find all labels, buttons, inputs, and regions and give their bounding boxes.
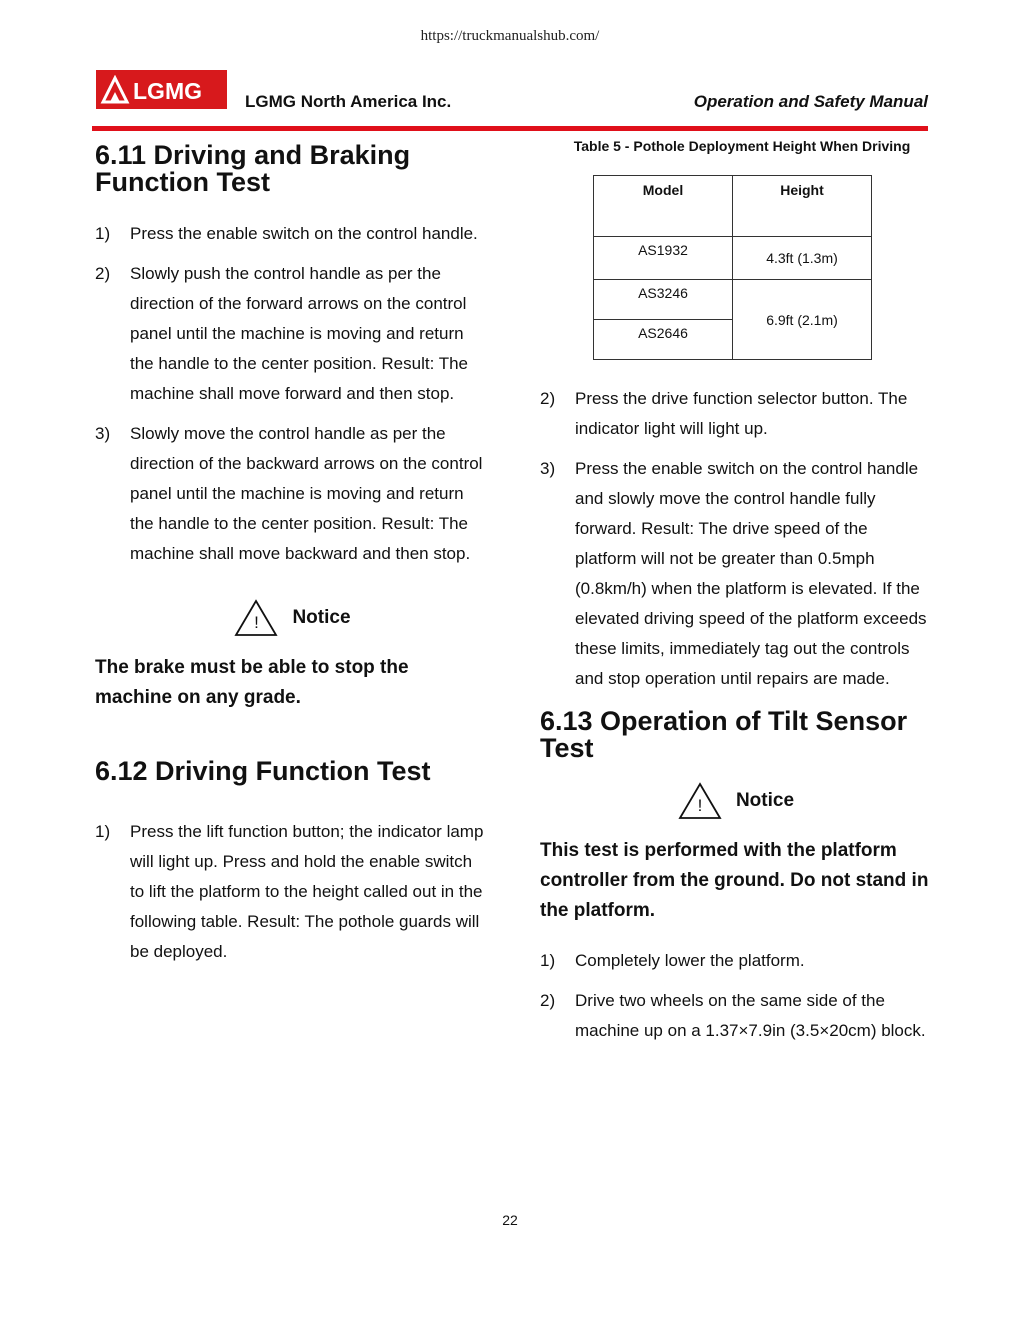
warning-triangle-icon [234, 599, 278, 637]
list-item [540, 384, 932, 444]
table-header-model: Model [594, 176, 733, 237]
manual-title: Operation and Safety Manual [693, 92, 928, 111]
list-item [95, 419, 490, 569]
step-number: 3) [95, 424, 111, 443]
right-column [540, 138, 932, 1046]
notice-label: Notice [292, 607, 351, 628]
page-number: 22 [502, 1212, 518, 1228]
table-caption: Table 5 - Pothole Deployment Height When Driving [573, 138, 911, 154]
section-612-title: 6.12 Driving Function Test [95, 756, 431, 786]
list-item [540, 986, 932, 1046]
source-url: https://truckmanualshub.com/ [420, 28, 600, 44]
step-text: Slowly push the control handle as per the direction of the forward arrows on the control panel until the machine is moving and return the handle to the center position. Result: The machine shall move forward and then stop. [130, 264, 469, 403]
list-item [95, 219, 490, 249]
step-text: Drive two wheels on the same side of the machine up on a 1.37×7.9in (3.5×20cm) block. [575, 991, 926, 1040]
table-cell-model: AS1932 [594, 237, 733, 280]
step-number: 1) [540, 951, 556, 970]
warning-triangle-icon [678, 782, 722, 820]
header-rule [92, 126, 928, 131]
section-613-steps [540, 946, 932, 1046]
step-text: Press the lift function button; the indicator lamp will light up. Press and hold the enable switch to lift the platform to the height called out in the following table. Result: The pothole guards will be deployed. [130, 822, 484, 961]
step-text: Press the enable switch on the control handle. [130, 224, 478, 243]
company-name: LGMG North America Inc. [245, 92, 452, 111]
section-613-title: 6.13 Operation of Tilt Sensor Test [540, 706, 908, 763]
step-number: 3) [540, 459, 556, 478]
table-cell-model: AS3246 [594, 280, 733, 320]
brake-warning: The brake must be able to stop the machine on any grade. [95, 657, 409, 708]
step-number: 1) [95, 224, 111, 243]
notice-label: Notice [735, 790, 795, 811]
table-cell-height: 4.3ft (1.3m) [733, 237, 872, 280]
lgmg-logo [96, 70, 227, 109]
left-column [95, 142, 490, 967]
section-611-steps [95, 219, 490, 569]
section-612-steps [95, 817, 490, 967]
list-item [95, 259, 490, 409]
table-cell-model: AS2646 [594, 320, 733, 360]
step-text: Press the drive function selector button. The indicator light will light up. [575, 389, 908, 438]
notice-heading [95, 599, 490, 637]
table-cell-height: 6.9ft (2.1m) [733, 280, 872, 360]
step-text: Press the enable switch on the control handle and slowly move the control handle fully forward. Result: The drive speed of the platform will not be greater than 0.5mph (0.8km/h) when the platform is elevated. If the elevated driving speed of the platform exceeds these limits, immediately tag out the controls and stop operation until repairs are made. [575, 459, 927, 688]
pothole-height-table [593, 175, 872, 360]
table-row [594, 280, 872, 320]
step-text: Slowly move the control handle as per the direction of the backward arrows on the control panel until the machine is moving and return the handle to the center position. Result: The machine shall move backward and then stop. [130, 424, 483, 563]
table-header-height: Height [733, 176, 872, 237]
step-number: 2) [540, 389, 556, 408]
list-item [95, 817, 490, 967]
section-611-title: 6.11 Driving and Braking Function Test [95, 140, 411, 197]
step-number: 2) [95, 264, 111, 283]
tilt-test-warning: This test is performed with the platform controller from the ground. Do not stand in the platform. [540, 840, 929, 921]
exclamation-mark: ! [254, 613, 259, 632]
list-item [540, 946, 932, 976]
exclamation-mark: ! [697, 796, 703, 815]
notice-heading [540, 782, 932, 820]
logo-text: LGMG [132, 77, 202, 104]
table-header-row [594, 176, 872, 237]
step-number: 2) [540, 991, 556, 1010]
step-text: Completely lower the platform. [575, 951, 805, 970]
step-number: 1) [95, 822, 111, 841]
section-612-steps-continued [540, 384, 932, 694]
list-item [540, 454, 932, 694]
table-row [594, 237, 872, 280]
